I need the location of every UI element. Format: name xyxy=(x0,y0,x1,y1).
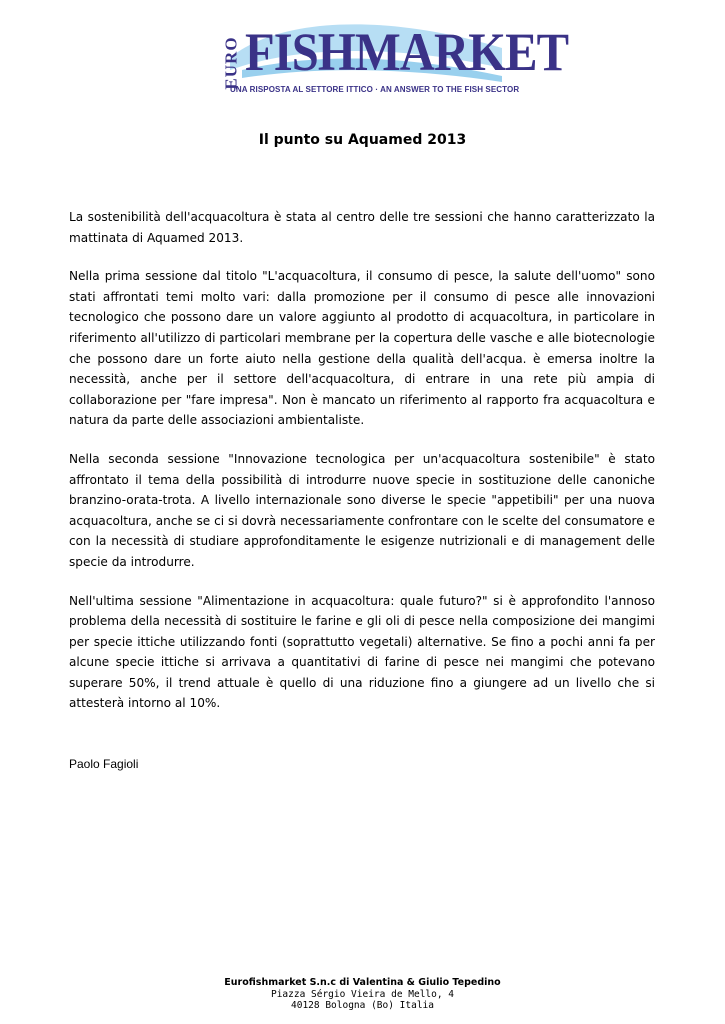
footer xyxy=(0,977,725,1012)
author-name: Paolo Fagioli xyxy=(69,757,139,771)
footer-address-city: 40128 Bologna (Bo) Italia xyxy=(291,1000,434,1011)
paragraph: La sostenibilità dell'acquacoltura è stata al centro delle tre sessioni che hanno caratterizzato la mattinata di Aquamed 2013. xyxy=(69,210,655,245)
footer-address-street: Piazza Sérgio Vieira de Mello, 4 xyxy=(270,988,455,1000)
article-body xyxy=(69,207,655,732)
page-title: Il punto su Aquamed 2013 xyxy=(258,132,467,148)
paragraph: Nell'ultima sessione "Alimentazione in acquacoltura: quale futuro?" si è approfondito l'annoso problema della necessità di sostituire le farine e gli oli di pesce nella composizione dei mangimi per specie ittiche utilizzando fonti (soprattutto vegetali) alternative. Se fino a pochi anni fa per alcune specie ittiche si arrivava a quantitativi di farine di pesce nei mangimi che potevano superare 50%, il trend attuale è quello di una riduzione fino a giungere ad un livello che si attesterà intorno al 10%. xyxy=(69,593,655,711)
logo-name-text: FISHMARKET xyxy=(245,22,569,82)
footer-company: Eurofishmarket S.n.c di Valentina & Giulio Tepedino xyxy=(224,977,501,988)
eurofishmarket-logo xyxy=(220,18,569,98)
logo-euro-text: EURO xyxy=(222,36,241,90)
paragraph: Nella prima sessione dal titolo "L'acquacoltura, il consumo di pesce, la salute dell'uomo" sono stati affrontati temi molto vari: dalla promozione per il consumo di pesce alle innovazioni tecnologico che possono dare un valore aggiunto al prodotto di acquacoltura, in particolare in riferimento all'utilizzo di particolari membrane per la copertura delle vasche e alle biotecnologie che possono dare un forte aiuto nella gestione della qualità dell'acqua. è emersa inoltre la necessità, anche per il settore dell'acquacoltura, di entrare in una rete più ampia di collaborazione per "fare impresa". Non è mancato un riferimento al rapporto fra acquacoltura e natura da parte delle associazioni ambientaliste. xyxy=(69,269,655,428)
paragraph: Nella seconda sessione "Innovazione tecnologica per un'acquacoltura sostenibile" è stato affrontato il tema della possibilità di introdurre nuove specie in sostituzione delle canoniche branzino-orata-trota. A livello internazionale sono diverse le specie "appetibili" per una nuova acquacoltura, anche se ci si dovrà necessariamente confrontare con le scelte del consumatore e con la necessità di studiare approfonditamente le esigenze nutrizionali e di management delle specie da introdurre. xyxy=(69,451,655,569)
logo-tagline: UNA RISPOSTA AL SETTORE ITTICO · AN ANSWER TO THE FISH SECTOR xyxy=(230,85,520,94)
